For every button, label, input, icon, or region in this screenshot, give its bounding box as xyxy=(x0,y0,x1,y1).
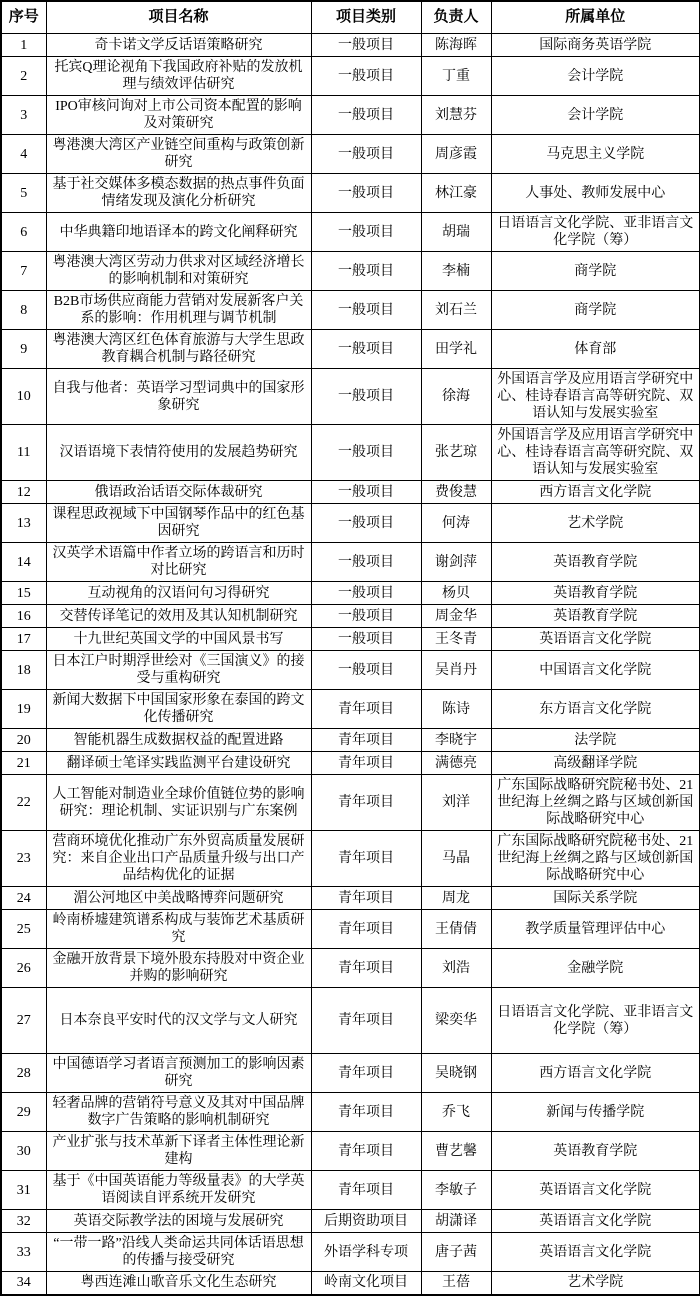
cell-index: 29 xyxy=(1,1093,46,1132)
cell-category: 一般项目 xyxy=(311,543,421,582)
cell-unit: 东方语言文化学院 xyxy=(491,690,700,729)
cell-name: “一带一路”沿线人类命运共同体话语思想的传播与接受研究 xyxy=(46,1233,311,1272)
cell-index: 6 xyxy=(1,213,46,252)
table-row xyxy=(1,831,700,887)
cell-index: 10 xyxy=(1,369,46,425)
cell-index: 3 xyxy=(1,96,46,135)
table-row xyxy=(1,34,700,57)
cell-unit: 日语语言文化学院、亚非语言文化学院（筹） xyxy=(491,988,700,1054)
cell-leader: 刘慧芬 xyxy=(421,96,491,135)
cell-name: 岭南桥墟建筑谱系构成与装饰艺术基质研究 xyxy=(46,910,311,949)
cell-name: 金融开放背景下境外股东持股对中资企业并购的影响研究 xyxy=(46,949,311,988)
cell-index: 7 xyxy=(1,252,46,291)
cell-name: 汉英学术语篇中作者立场的跨语言和历时对比研究 xyxy=(46,543,311,582)
cell-unit: 中国语言文化学院 xyxy=(491,651,700,690)
cell-index: 4 xyxy=(1,135,46,174)
cell-index: 22 xyxy=(1,775,46,831)
cell-name: 人工智能对制造业全球价值链位势的影响研究：理论机制、实证识别与广东案例 xyxy=(46,775,311,831)
cell-index: 27 xyxy=(1,988,46,1054)
cell-leader: 唐子茜 xyxy=(421,1233,491,1272)
cell-category: 后期资助项目 xyxy=(311,1210,421,1233)
cell-unit: 外国语言学及应用语言学研究中心、桂诗春语言高等研究院、双语认知与发展实验室 xyxy=(491,425,700,481)
cell-category: 一般项目 xyxy=(311,291,421,330)
cell-leader: 满德亮 xyxy=(421,752,491,775)
table-row xyxy=(1,582,700,605)
cell-category: 一般项目 xyxy=(311,369,421,425)
cell-leader: 王倩倩 xyxy=(421,910,491,949)
cell-unit: 国际关系学院 xyxy=(491,887,700,910)
table-row xyxy=(1,369,700,425)
cell-unit: 体育部 xyxy=(491,330,700,369)
cell-leader: 费俊慧 xyxy=(421,481,491,504)
cell-category: 一般项目 xyxy=(311,135,421,174)
table-row xyxy=(1,425,700,481)
cell-leader: 胡瑞 xyxy=(421,213,491,252)
header-row xyxy=(1,1,700,34)
cell-name: 轻奢品牌的营销符号意义及其对中国品牌数字广告策略的影响机制研究 xyxy=(46,1093,311,1132)
table-row xyxy=(1,887,700,910)
cell-name: 产业扩张与技术革新下译者主体性理论新建构 xyxy=(46,1132,311,1171)
cell-leader: 周龙 xyxy=(421,887,491,910)
cell-unit: 艺术学院 xyxy=(491,1272,700,1295)
cell-leader: 李楠 xyxy=(421,252,491,291)
cell-index: 30 xyxy=(1,1132,46,1171)
cell-category: 外语学科专项 xyxy=(311,1233,421,1272)
cell-unit: 马克思主义学院 xyxy=(491,135,700,174)
cell-leader: 李晓宇 xyxy=(421,729,491,752)
cell-category: 一般项目 xyxy=(311,34,421,57)
cell-leader: 谢剑萍 xyxy=(421,543,491,582)
cell-index: 12 xyxy=(1,481,46,504)
cell-leader: 马晶 xyxy=(421,831,491,887)
table-row xyxy=(1,910,700,949)
cell-unit: 艺术学院 xyxy=(491,504,700,543)
cell-name: 粤港澳大湾区产业链空间重构与政策创新研究 xyxy=(46,135,311,174)
cell-index: 32 xyxy=(1,1210,46,1233)
cell-leader: 刘浩 xyxy=(421,949,491,988)
cell-leader: 吴晓钢 xyxy=(421,1054,491,1093)
cell-unit: 高级翻译学院 xyxy=(491,752,700,775)
cell-name: 交替传译笔记的效用及其认知机制研究 xyxy=(46,605,311,628)
cell-index: 8 xyxy=(1,291,46,330)
table-row xyxy=(1,1132,700,1171)
cell-category: 青年项目 xyxy=(311,775,421,831)
cell-name: 粤港澳大湾区劳动力供求对区域经济增长的影响机制和对策研究 xyxy=(46,252,311,291)
cell-category: 一般项目 xyxy=(311,57,421,96)
cell-unit: 广东国际战略研究院秘书处、21世纪海上丝绸之路与区域创新国际战略研究中心 xyxy=(491,831,700,887)
cell-leader: 胡潇译 xyxy=(421,1210,491,1233)
table-row xyxy=(1,481,700,504)
cell-unit: 法学院 xyxy=(491,729,700,752)
cell-category: 青年项目 xyxy=(311,988,421,1054)
table-row xyxy=(1,988,700,1054)
cell-unit: 英语语言文化学院 xyxy=(491,1171,700,1210)
header-name: 项目名称 xyxy=(46,1,311,34)
cell-index: 14 xyxy=(1,543,46,582)
cell-unit: 教学质量管理评估中心 xyxy=(491,910,700,949)
table-row xyxy=(1,1210,700,1233)
table-row xyxy=(1,252,700,291)
table-row xyxy=(1,96,700,135)
cell-category: 一般项目 xyxy=(311,330,421,369)
cell-name: 课程思政视域下中国钢琴作品中的红色基因研究 xyxy=(46,504,311,543)
cell-unit: 西方语言文化学院 xyxy=(491,481,700,504)
cell-leader: 杨贝 xyxy=(421,582,491,605)
table-row xyxy=(1,1171,700,1210)
cell-category: 一般项目 xyxy=(311,582,421,605)
cell-index: 17 xyxy=(1,628,46,651)
cell-category: 一般项目 xyxy=(311,252,421,291)
cell-name: 奇卡诺文学反话语策略研究 xyxy=(46,34,311,57)
cell-leader: 刘石兰 xyxy=(421,291,491,330)
cell-name: 新闻大数据下中国国家形象在泰国的跨文化传播研究 xyxy=(46,690,311,729)
cell-index: 13 xyxy=(1,504,46,543)
cell-index: 33 xyxy=(1,1233,46,1272)
table-row xyxy=(1,1054,700,1093)
cell-name: 基于《中国英语能力等级量表》的大学英语阅读自评系统开发研究 xyxy=(46,1171,311,1210)
cell-index: 28 xyxy=(1,1054,46,1093)
cell-leader: 陈海晖 xyxy=(421,34,491,57)
cell-index: 34 xyxy=(1,1272,46,1295)
table-row xyxy=(1,330,700,369)
cell-category: 一般项目 xyxy=(311,174,421,213)
cell-unit: 商学院 xyxy=(491,252,700,291)
cell-category: 青年项目 xyxy=(311,752,421,775)
cell-leader: 丁重 xyxy=(421,57,491,96)
cell-name: B2B市场供应商能力营销对发展新客户关系的影响：作用机理与调节机制 xyxy=(46,291,311,330)
cell-category: 岭南文化项目 xyxy=(311,1272,421,1295)
table-row xyxy=(1,690,700,729)
cell-name: 十九世纪英国文学的中国风景书写 xyxy=(46,628,311,651)
cell-index: 25 xyxy=(1,910,46,949)
cell-unit: 英语教育学院 xyxy=(491,582,700,605)
cell-index: 18 xyxy=(1,651,46,690)
cell-category: 青年项目 xyxy=(311,729,421,752)
cell-category: 青年项目 xyxy=(311,690,421,729)
cell-name: 自我与他者：英语学习型词典中的国家形象研究 xyxy=(46,369,311,425)
cell-name: 汉语语境下表情符使用的发展趋势研究 xyxy=(46,425,311,481)
cell-leader: 周彦霞 xyxy=(421,135,491,174)
cell-unit: 英语教育学院 xyxy=(491,543,700,582)
cell-category: 一般项目 xyxy=(311,481,421,504)
cell-name: 托宾Q理论视角下我国政府补贴的发放机理与绩效评估研究 xyxy=(46,57,311,96)
table-body xyxy=(1,34,700,1295)
cell-index: 2 xyxy=(1,57,46,96)
cell-unit: 英语语言文化学院 xyxy=(491,1210,700,1233)
cell-category: 一般项目 xyxy=(311,651,421,690)
table-row xyxy=(1,651,700,690)
cell-index: 21 xyxy=(1,752,46,775)
table-row xyxy=(1,1233,700,1272)
cell-name: 互动视角的汉语问句习得研究 xyxy=(46,582,311,605)
table-row xyxy=(1,949,700,988)
table-row xyxy=(1,213,700,252)
cell-unit: 商学院 xyxy=(491,291,700,330)
cell-unit: 日语语言文化学院、亚非语言文化学院（筹） xyxy=(491,213,700,252)
table-row xyxy=(1,1093,700,1132)
cell-leader: 田学礼 xyxy=(421,330,491,369)
cell-category: 青年项目 xyxy=(311,1132,421,1171)
cell-leader: 陈诗 xyxy=(421,690,491,729)
cell-unit: 广东国际战略研究院秘书处、21世纪海上丝绸之路与区域创新国际战略研究中心 xyxy=(491,775,700,831)
cell-index: 24 xyxy=(1,887,46,910)
cell-name: 湄公河地区中美战略博弈问题研究 xyxy=(46,887,311,910)
cell-unit: 金融学院 xyxy=(491,949,700,988)
cell-index: 16 xyxy=(1,605,46,628)
cell-leader: 徐海 xyxy=(421,369,491,425)
cell-leader: 曹艺馨 xyxy=(421,1132,491,1171)
cell-index: 31 xyxy=(1,1171,46,1210)
cell-unit: 西方语言文化学院 xyxy=(491,1054,700,1093)
cell-name: 粤西连滩山歌音乐文化生态研究 xyxy=(46,1272,311,1295)
header-index: 序号 xyxy=(1,1,46,34)
cell-leader: 乔飞 xyxy=(421,1093,491,1132)
table-row xyxy=(1,135,700,174)
cell-leader: 李敏子 xyxy=(421,1171,491,1210)
cell-leader: 王蓓 xyxy=(421,1272,491,1295)
table-row xyxy=(1,174,700,213)
cell-index: 9 xyxy=(1,330,46,369)
cell-name: IPO审核问询对上市公司资本配置的影响及对策研究 xyxy=(46,96,311,135)
cell-leader: 刘洋 xyxy=(421,775,491,831)
cell-name: 英语交际教学法的困境与发展研究 xyxy=(46,1210,311,1233)
cell-unit: 会计学院 xyxy=(491,57,700,96)
table-row xyxy=(1,291,700,330)
cell-category: 青年项目 xyxy=(311,887,421,910)
cell-category: 青年项目 xyxy=(311,1171,421,1210)
cell-category: 一般项目 xyxy=(311,605,421,628)
cell-name: 营商环境优化推动广东外贸高质量发展研究：来自企业出口产品质量升级与出口产品结构优化的证据 xyxy=(46,831,311,887)
table-row xyxy=(1,1272,700,1295)
cell-leader: 吴肖丹 xyxy=(421,651,491,690)
cell-name: 中华典籍印地语译本的跨文化阐释研究 xyxy=(46,213,311,252)
cell-name: 智能机器生成数据权益的配置进路 xyxy=(46,729,311,752)
cell-leader: 梁奕华 xyxy=(421,988,491,1054)
cell-category: 一般项目 xyxy=(311,213,421,252)
cell-leader: 林江豪 xyxy=(421,174,491,213)
header-leader: 负责人 xyxy=(421,1,491,34)
cell-name: 日本江户时期浮世绘对《三国演义》的接受与重构研究 xyxy=(46,651,311,690)
table-row xyxy=(1,775,700,831)
cell-unit: 英语教育学院 xyxy=(491,605,700,628)
cell-category: 青年项目 xyxy=(311,910,421,949)
table-row xyxy=(1,543,700,582)
cell-leader: 张艺琼 xyxy=(421,425,491,481)
header-unit: 所属单位 xyxy=(491,1,700,34)
cell-name: 粤港澳大湾区红色体育旅游与大学生思政教育耦合机制与路径研究 xyxy=(46,330,311,369)
cell-index: 5 xyxy=(1,174,46,213)
header-category: 项目类别 xyxy=(311,1,421,34)
cell-unit: 英语语言文化学院 xyxy=(491,1233,700,1272)
cell-category: 青年项目 xyxy=(311,1093,421,1132)
cell-unit: 英语语言文化学院 xyxy=(491,628,700,651)
cell-category: 一般项目 xyxy=(311,96,421,135)
cell-unit: 新闻与传播学院 xyxy=(491,1093,700,1132)
cell-unit: 外国语言学及应用语言学研究中心、桂诗春语言高等研究院、双语认知与发展实验室 xyxy=(491,369,700,425)
table-row xyxy=(1,729,700,752)
cell-name: 翻译硕士笔译实践监测平台建设研究 xyxy=(46,752,311,775)
cell-index: 1 xyxy=(1,34,46,57)
cell-unit: 人事处、教师发展中心 xyxy=(491,174,700,213)
cell-index: 26 xyxy=(1,949,46,988)
cell-category: 青年项目 xyxy=(311,1054,421,1093)
cell-index: 15 xyxy=(1,582,46,605)
table-row xyxy=(1,752,700,775)
cell-name: 中国德语学习者语言预测加工的影响因素研究 xyxy=(46,1054,311,1093)
cell-name: 基于社交媒体多模态数据的热点事件负面情绪发现及演化分析研究 xyxy=(46,174,311,213)
table-row xyxy=(1,628,700,651)
cell-category: 一般项目 xyxy=(311,628,421,651)
cell-index: 23 xyxy=(1,831,46,887)
cell-name: 俄语政治话语交际体裁研究 xyxy=(46,481,311,504)
cell-unit: 会计学院 xyxy=(491,96,700,135)
cell-unit: 国际商务英语学院 xyxy=(491,34,700,57)
table-row xyxy=(1,504,700,543)
cell-index: 19 xyxy=(1,690,46,729)
cell-category: 青年项目 xyxy=(311,831,421,887)
table-row xyxy=(1,605,700,628)
table-row xyxy=(1,57,700,96)
cell-category: 青年项目 xyxy=(311,949,421,988)
cell-name: 日本奈良平安时代的汉文学与文人研究 xyxy=(46,988,311,1054)
cell-category: 一般项目 xyxy=(311,425,421,481)
cell-leader: 周金华 xyxy=(421,605,491,628)
cell-unit: 英语教育学院 xyxy=(491,1132,700,1171)
cell-leader: 王冬青 xyxy=(421,628,491,651)
cell-category: 一般项目 xyxy=(311,504,421,543)
cell-index: 20 xyxy=(1,729,46,752)
cell-index: 11 xyxy=(1,425,46,481)
cell-leader: 何涛 xyxy=(421,504,491,543)
